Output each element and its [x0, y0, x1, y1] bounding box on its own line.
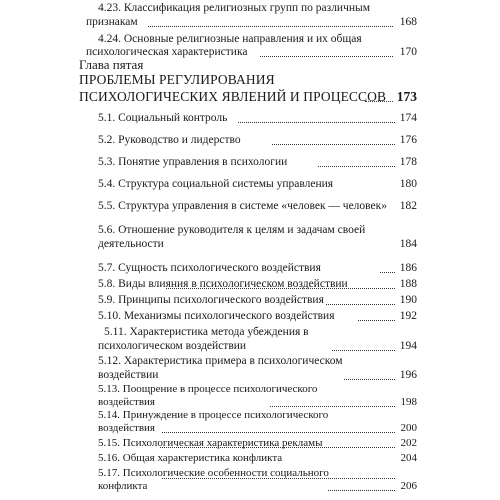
toc-page-number: 178 [399, 156, 417, 168]
chapter-page-number: 173 [396, 89, 417, 104]
toc-page-number: 168 [399, 16, 417, 28]
chapter-title-line: ПСИХОЛОГИЧЕСКИХ ЯВЛЕНИЙ И ПРОЦЕССОВ [79, 89, 387, 104]
toc-entry-line: 5.4. Структура социальной системы управления [98, 178, 334, 190]
toc-page-number: 200 [400, 422, 417, 434]
chapter-title-line: ПРОБЛЕМЫ РЕГУЛИРОВАНИЯ [79, 72, 275, 87]
toc-entry-line: 5.11. Характеристика метода убеждения в [104, 326, 309, 338]
toc-entry-line: деятельности [98, 238, 164, 250]
toc-page-number: 198 [400, 396, 417, 408]
toc-entry-line: 5.13. Поощрение в процессе психологического [98, 383, 318, 395]
toc-page-number: 196 [399, 369, 417, 381]
toc-entry-line: 5.8. Виды влияния в психологическом воздействии [98, 278, 348, 290]
toc-page-number: 176 [399, 134, 417, 146]
toc-entry-line: 5.6. Отношение руководителя к целям и задачам своей [98, 224, 366, 236]
toc-entry-line: 5.7. Сущность психологического воздействия [98, 262, 321, 274]
toc-entry-line: 5.17. Психологические особенности социального [98, 467, 329, 479]
toc-entry-line: признакам [86, 16, 138, 28]
toc-entry-line: 5.15. Психологическая характеристика рекламы [98, 437, 323, 449]
toc-entry-line: 5.12. Характеристика примера в психологическом [98, 355, 343, 367]
toc-entry-line: 4.23. Классификация религиозных групп по различным [98, 2, 371, 14]
chapter-label: Глава пятая [79, 57, 144, 72]
toc-page-number: 174 [399, 112, 417, 124]
toc-entry-line: психологическом воздействии [98, 340, 247, 352]
toc-page-number: 204 [400, 452, 417, 464]
toc-page-number: 188 [399, 278, 417, 290]
toc-entry-line: 5.10. Механизмы психологического воздействия [98, 310, 335, 322]
toc-page-number: 192 [399, 310, 417, 322]
toc-entry-line: воздействия [98, 422, 155, 434]
toc-entry-line: 4.24. Основные религиозные направления и их общая [98, 33, 362, 45]
toc-entry-line: 5.2. Руководство и лидерство [98, 134, 241, 146]
toc-entry-line: конфликта [98, 480, 148, 492]
toc-page-number: 180 [399, 178, 417, 190]
toc-page-number: 186 [399, 262, 417, 274]
toc-entry-line: воздействии [98, 369, 159, 381]
toc-entry-line: 5.5. Структура управления в системе «человек — человек» [98, 200, 387, 212]
toc-page-number: 182 [399, 200, 417, 212]
toc-page-number: 184 [399, 238, 417, 250]
toc-entry-line: психологическая характеристика [86, 46, 248, 58]
toc-entry-line: 5.3. Понятие управления в психологии [98, 156, 288, 168]
toc-page-number: 194 [399, 340, 417, 352]
toc-entry-line: воздействия [98, 396, 155, 408]
toc-page-number: 190 [399, 294, 417, 306]
toc-entry-line: 5.14. Принуждение в процессе психологического [98, 409, 329, 421]
toc-page-number: 170 [399, 46, 417, 58]
toc-entry-line: 5.1. Социальный контроль [98, 112, 228, 124]
toc-page-number: 202 [400, 437, 417, 449]
toc-page-number: 206 [400, 480, 417, 492]
toc-entry-line: 5.16. Общая характеристика конфликта [98, 452, 283, 464]
toc-entry-line: 5.9. Принципы психологического воздействия [98, 294, 324, 306]
